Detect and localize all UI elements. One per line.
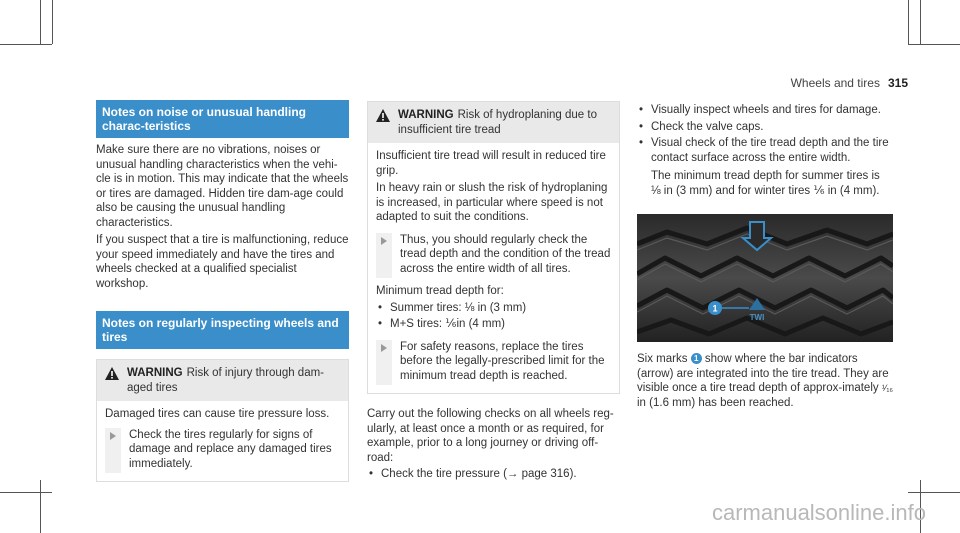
svg-text:1: 1 xyxy=(712,303,718,314)
list-item: • Summer tires: ⅛ in (3 mm) xyxy=(376,301,611,316)
crop-mark xyxy=(0,492,52,493)
noise-heading: Notes on noise or unusual handling charac-teristics xyxy=(96,100,349,138)
page-number: 315 xyxy=(887,76,908,90)
crop-mark xyxy=(40,480,41,533)
action-item xyxy=(376,233,611,279)
list-item: • M+S tires: ⅙in (4 mm) xyxy=(376,317,611,332)
crop-mark xyxy=(920,0,921,44)
action-text: Check the tires regularly for signs of damage and replace any damaged tires immediately. xyxy=(121,428,340,474)
section-title: Wheels and tires xyxy=(790,76,880,90)
crop-mark xyxy=(52,0,53,44)
carry-out-paragraph: Carry out the following checks on all wheels reg-ularly, at least once a month or as required, for example, prior to a long journey or driving off-road: xyxy=(367,408,614,464)
list-item: • Check the valve caps. xyxy=(637,120,895,135)
figure-caption: Six marks 1 show where the bar indicators (arrow) are integrated into the tire tread. They are visible once a tire tread depth of approx-imately ¹⁄₁₆ in (1.6 mm) has been reached. xyxy=(637,353,894,409)
svg-text:TWI: TWI xyxy=(749,313,765,322)
arrow-right-icon xyxy=(110,432,116,440)
column-1 xyxy=(96,100,349,482)
warning-text: Damaged tires can cause tire pressure loss. xyxy=(105,408,330,420)
crop-mark xyxy=(908,492,960,493)
column-3 xyxy=(637,101,895,410)
crop-mark xyxy=(40,0,41,44)
warning-triangle-icon xyxy=(376,109,390,122)
tread-paragraph-2: In heavy rain or slush the risk of hydroplaning is increased, in particular where speed is not adapted to suit the conditions. xyxy=(376,182,608,223)
arrow-right-icon xyxy=(381,237,387,245)
tire-tread-figure xyxy=(637,214,893,342)
running-header xyxy=(791,76,908,90)
minimum-depth-label: Minimum tread depth for: xyxy=(376,285,504,297)
crop-mark xyxy=(908,0,909,44)
warning-header xyxy=(368,102,619,143)
checks-list-continued xyxy=(637,103,895,198)
action-item xyxy=(105,428,340,474)
minimum-depth-text: The minimum tread depth for summer tires is ⅛ in (3 mm) and for winter tires ⅙ in (4 mm). xyxy=(651,170,880,197)
crop-mark xyxy=(0,44,52,45)
list-item: • Visual check of the tire tread depth and the tire contact surface across the entire width. The minimum tread depth for summer tires is ⅛ in (3 mm) and for winter tires ⅙ in (4 mm). xyxy=(637,136,895,198)
action-item xyxy=(376,340,611,386)
inspect-heading: Notes on regularly inspecting wheels and tires xyxy=(96,311,349,349)
warning-title: Risk of injury through dam-aged tires xyxy=(127,367,325,394)
column-2 xyxy=(367,101,620,484)
warning-label: WARNING xyxy=(127,367,183,379)
depth-list xyxy=(376,301,611,332)
watermark: carmanualsonline.info xyxy=(711,500,926,525)
warning-title: Risk of hydroplaning due to insufficient tire tread xyxy=(398,109,597,136)
warning-box-injury xyxy=(96,359,349,482)
tread-paragraph-1: Insufficient tire tread will result in reduced tire grip. xyxy=(376,150,606,177)
noise-paragraph-2: If you suspect that a tire is malfunctioning, reduce your speed immediately and have the tires and wheels checked at a qualified specialist workshop. xyxy=(96,234,349,290)
action-text: Thus, you should regularly check the tread depth and the condition of the tread across the entire width of all tires. xyxy=(392,233,611,279)
checks-list xyxy=(367,467,620,482)
crop-mark xyxy=(908,44,960,45)
warning-label: WARNING xyxy=(398,109,454,121)
arrow-right-icon xyxy=(381,344,387,352)
list-item: • Check the tire pressure (→ page 316). xyxy=(367,467,620,482)
warning-box-hydroplaning xyxy=(367,101,620,394)
noise-paragraph-1: Make sure there are no vibrations, noises or unusual handling characteristics when the vehi-cle is in motion. This may indicate that the wheels or tires are damaged. Hidden tire dam-age could also be causing the unusual handling characteristics. xyxy=(96,144,349,229)
warning-triangle-icon xyxy=(105,367,119,380)
action-text: For safety reasons, replace the tires before the legally-prescribed limit for the minimum tread depth is reached. xyxy=(392,340,611,386)
warning-header xyxy=(97,360,348,401)
callout-badge: 1 xyxy=(691,353,702,364)
list-item: • Visually inspect wheels and tires for damage. xyxy=(637,103,895,118)
